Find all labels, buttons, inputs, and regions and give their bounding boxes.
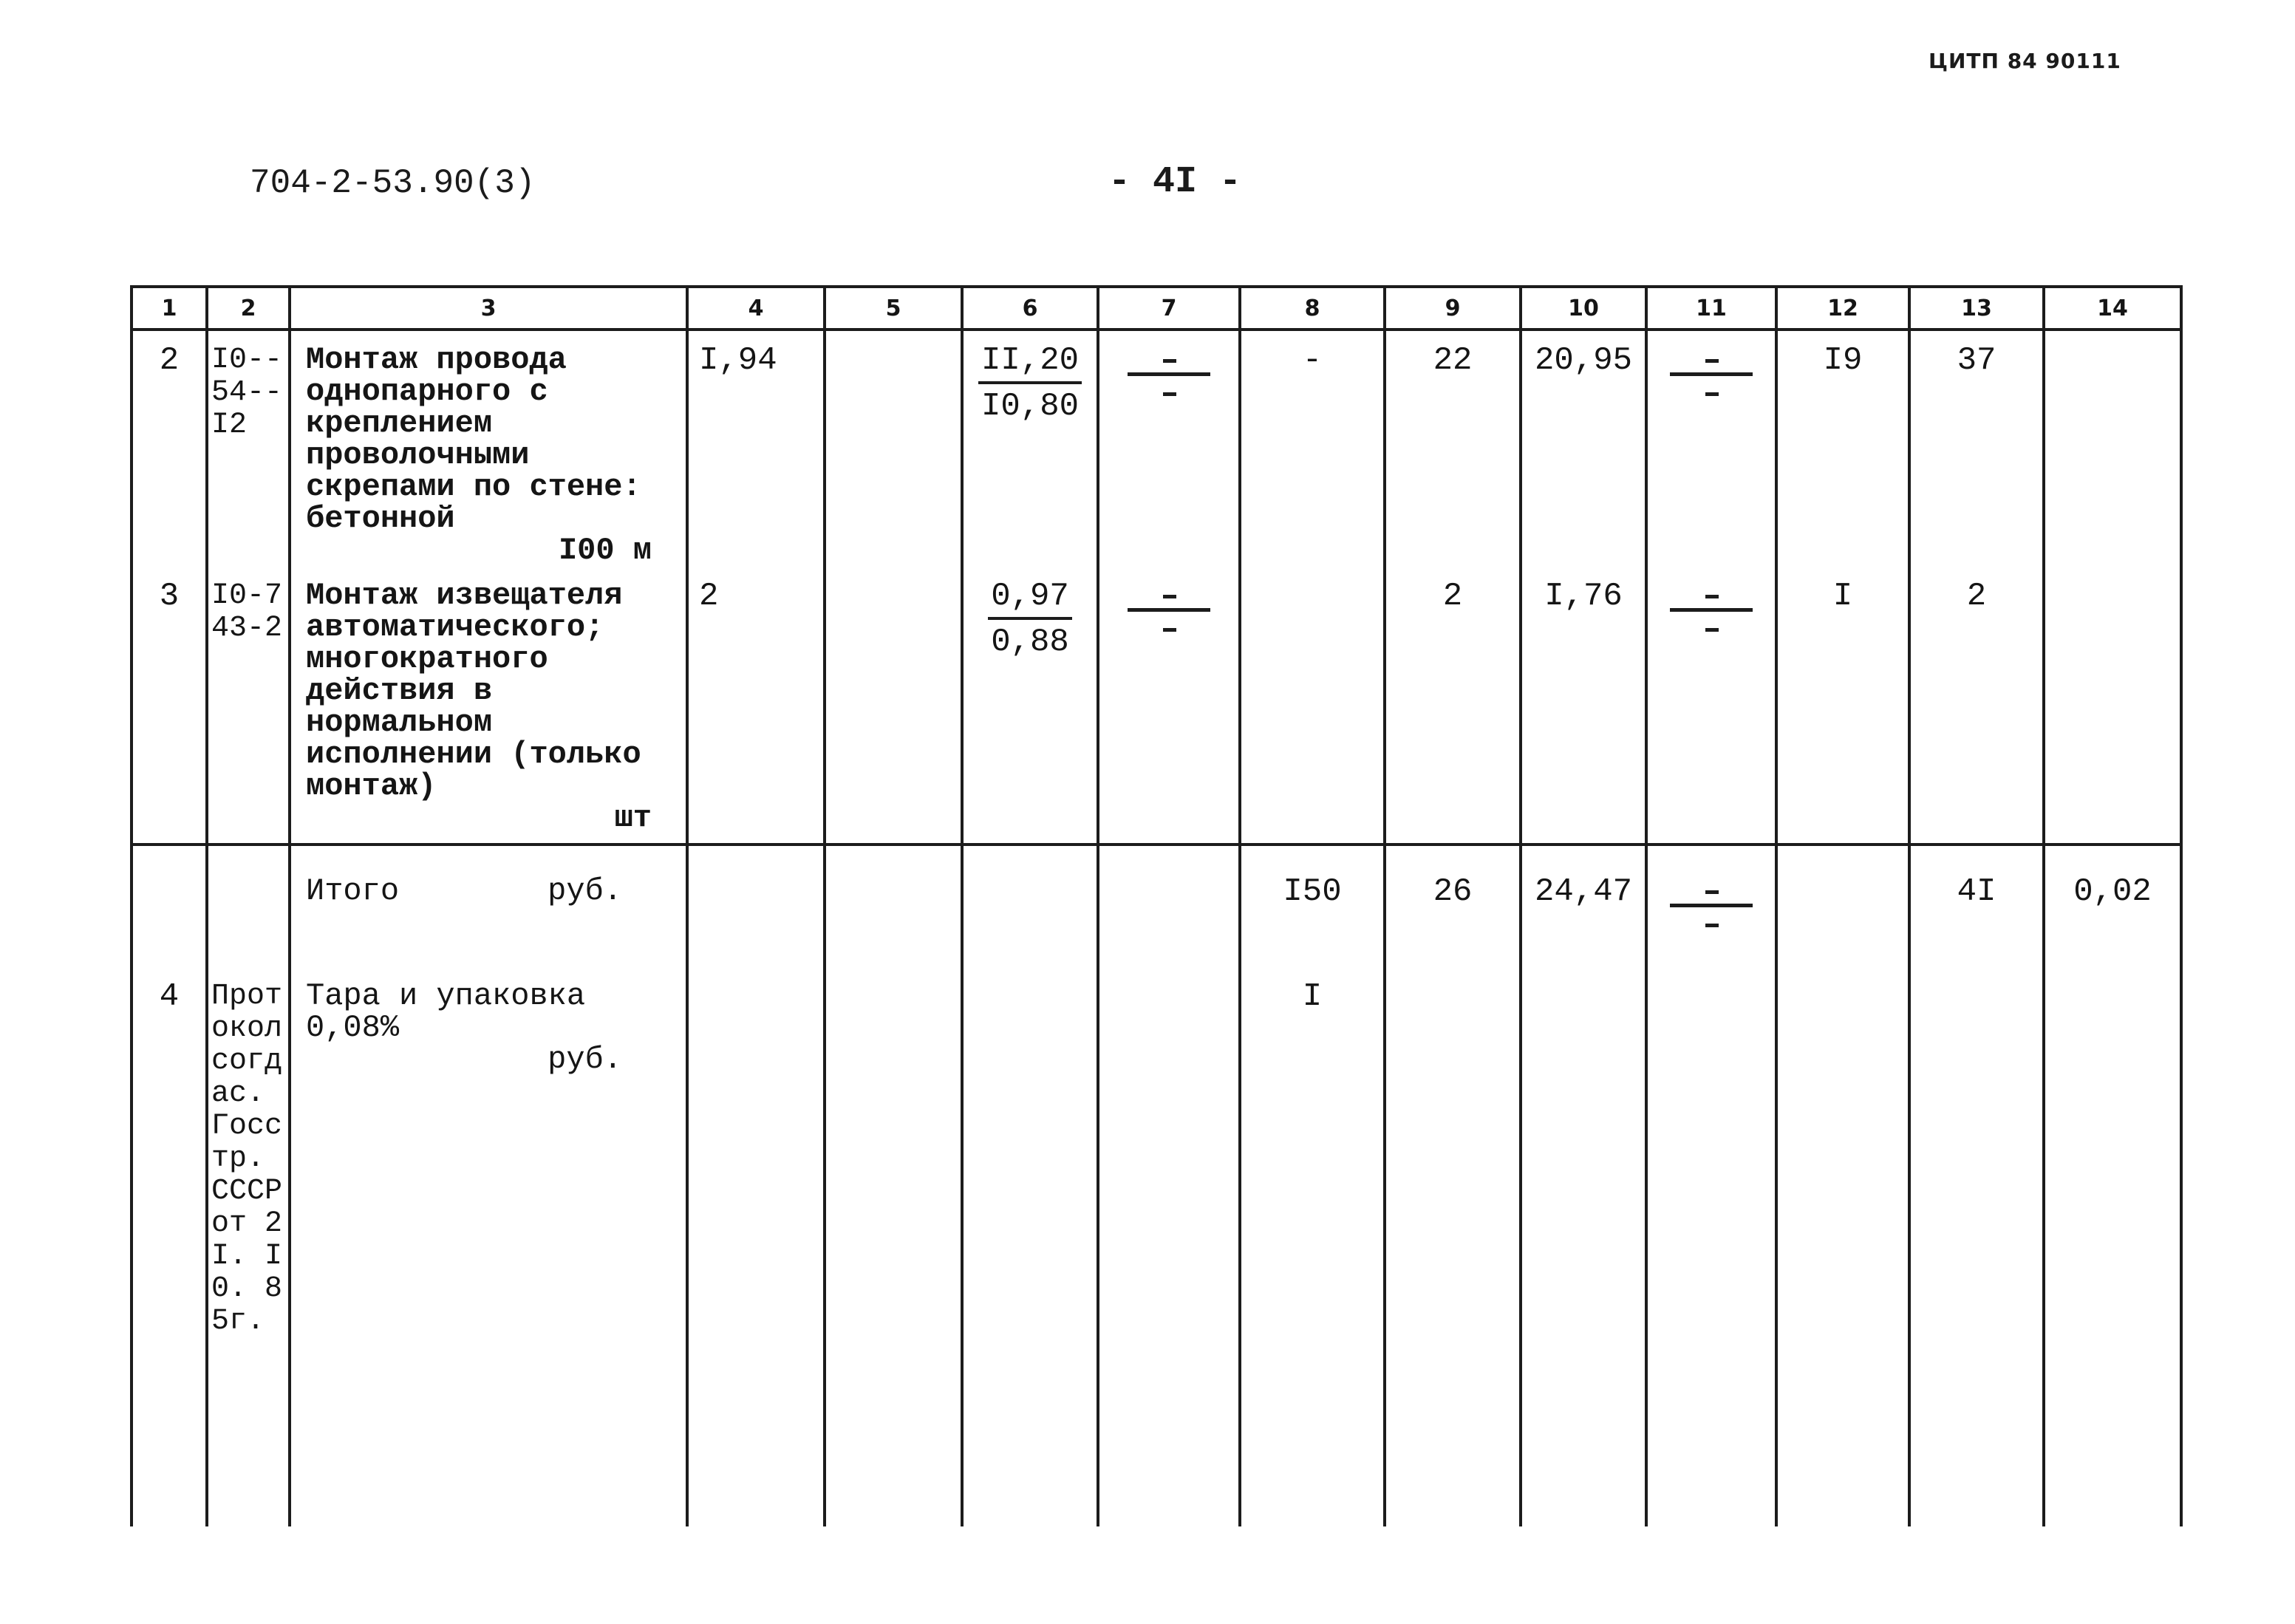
total-unit: руб. [548,873,622,909]
page-number: - 4I - [1108,161,1242,203]
estimate-table-container [130,285,2180,1526]
cell-empty [825,330,962,567]
cell-col9: 2 [1385,567,1521,845]
rate-code: I0--54--I2 [207,330,290,567]
cell-col9: 22 [1385,330,1521,567]
packaging-col8: I [1240,975,1385,1526]
column-number-row [132,287,2181,330]
cell-empty [2044,975,2181,1526]
cell-unit-price [962,567,1098,845]
cell-col12: I [1776,567,1909,845]
unit-price-wages: 0,88 [991,624,1069,661]
col-header-2: 2 [207,287,290,330]
col-header-13: 13 [1909,287,2044,330]
cell-dash-fraction [1098,567,1240,845]
cell-dash-fraction [1098,330,1240,567]
row-number: 4 [132,975,207,1526]
dash-fraction [1128,352,1210,403]
description-text: Монтаж провода однопарного с креплением проволочными скрепами по стене: бетонной [306,342,641,536]
work-description [290,330,687,567]
cell-dash-fraction [1646,330,1776,567]
row-number: 2 [132,330,207,567]
cell-quantity: I,94 [687,330,825,567]
col-header-1: 1 [132,287,207,330]
cell-dash-fraction [1646,567,1776,845]
cell-empty [687,975,825,1526]
cell-empty [687,845,825,975]
cell-empty [207,845,290,975]
packaging-unit: руб. [548,1042,622,1077]
table-row [132,567,2181,845]
col-header-4: 4 [687,287,825,330]
dash-fraction [1670,352,1753,403]
packaging-percent: 0,08% [306,1010,400,1045]
total-col14: 0,02 [2044,845,2181,975]
total-col9: 26 [1385,845,1521,975]
unit-price-total: 0,97 [988,580,1072,620]
col-header-14: 14 [2044,287,2181,330]
total-col10: 24,47 [1521,845,1646,975]
cell-empty [1385,975,1521,1526]
col-header-10: 10 [1521,287,1646,330]
cell-unit-price [962,330,1098,567]
table-row [132,330,2181,567]
cell-col8 [1240,567,1385,845]
col-header-7: 7 [1098,287,1240,330]
measure-unit: I00 м [558,533,652,568]
cell-col14 [2044,330,2181,567]
packaging-description [290,975,687,1526]
cell-col13: 37 [1909,330,2044,567]
cell-quantity: 2 [687,567,825,845]
cell-empty [1098,975,1240,1526]
col-header-11: 11 [1646,287,1776,330]
cell-empty [825,567,962,845]
col-header-9: 9 [1385,287,1521,330]
total-row [132,845,2181,975]
cell-empty [1646,975,1776,1526]
cell-col10: I,76 [1521,567,1646,845]
measure-unit: шт [614,800,652,836]
cell-empty [1776,845,1909,975]
total-label-cell [290,845,687,975]
cell-empty [1098,845,1240,975]
cell-empty [962,845,1098,975]
unit-price-wages: I0,80 [981,388,1080,425]
cell-col8: - [1240,330,1385,567]
cell-col12: I9 [1776,330,1909,567]
dash-fraction [1128,587,1210,638]
col-header-12: 12 [1776,287,1909,330]
col-header-5: 5 [825,287,962,330]
unit-price-total: II,20 [978,344,1082,384]
work-description [290,567,687,845]
dash-fraction [1670,587,1753,638]
col-header-6: 6 [962,287,1098,330]
row-number: 3 [132,567,207,845]
total-col8: I50 [1240,845,1385,975]
packaging-row [132,975,2181,1526]
cell-col10: 20,95 [1521,330,1646,567]
rate-code: I0-743-2 [207,567,290,845]
cell-empty [962,975,1098,1526]
cell-col14 [2044,567,2181,845]
cell-empty [1776,975,1909,1526]
dash-fraction [1670,883,1753,934]
col-header-8: 8 [1240,287,1385,330]
document-code: 704-2-53.90(3) [250,164,536,202]
cell-empty [1521,975,1646,1526]
total-col13: 4I [1909,845,2044,975]
rate-code: Протокол согдас. Госстр. СССР от 2I. I0. 85г. [207,975,290,1526]
cell-empty [825,845,962,975]
packaging-label: Тара и упаковка [306,978,586,1014]
description-text: Монтаж извещателя автоматического; многократного действия в нормальном исполнении (только монтаж) [306,578,641,804]
col-header-3: 3 [290,287,687,330]
total-col11 [1646,845,1776,975]
total-label: Итого [306,873,400,909]
cell-empty [825,975,962,1526]
cell-empty [132,845,207,975]
cell-col13: 2 [1909,567,2044,845]
estimate-table [130,285,2183,1526]
cell-empty [1909,975,2044,1526]
archive-stamp: ЦИТП 84 90111 [1929,49,2121,73]
